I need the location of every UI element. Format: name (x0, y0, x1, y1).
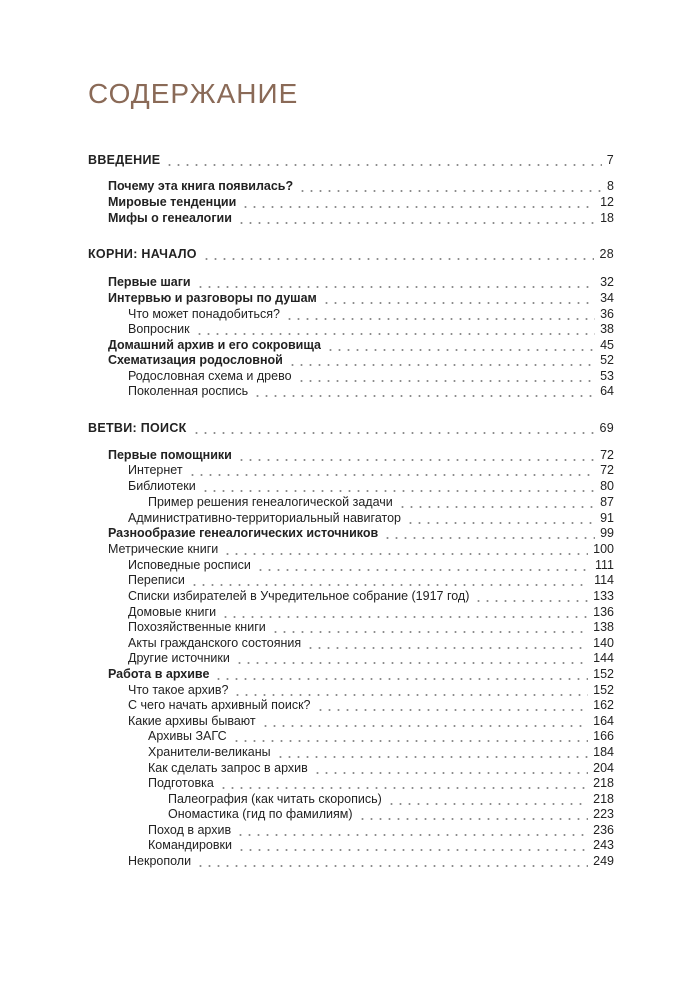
toc-entry-page: 53 (600, 369, 614, 383)
toc-entry[interactable] (128, 321, 614, 337)
toc-entry[interactable] (148, 822, 614, 838)
toc-entry[interactable] (128, 588, 614, 604)
toc-entry[interactable] (108, 210, 614, 226)
toc-entry-page: 99 (600, 526, 614, 540)
toc-entry-page: 28 (599, 247, 614, 261)
toc-entry-title: Родословная схема и древо (128, 369, 292, 383)
toc-entry-page: 36 (600, 307, 614, 321)
toc-entry-page: 218 (593, 792, 614, 806)
toc-entry-title: С чего начать архивный поиск? (128, 698, 311, 712)
toc-entry[interactable] (128, 853, 614, 869)
toc-dot-leader (313, 764, 588, 774)
toc-entry[interactable] (128, 306, 614, 322)
toc-entry-title: Интервью и разговоры по душам (108, 291, 317, 305)
toc-dot-leader (190, 576, 589, 586)
toc-entry-title: Интернет (128, 463, 183, 477)
toc-dot-leader (214, 670, 588, 680)
toc-dot-leader (236, 826, 588, 836)
toc-entry-page: 8 (607, 179, 614, 193)
toc-entry[interactable] (108, 290, 614, 306)
toc-entry-title: Первые помощники (108, 448, 232, 462)
toc-dot-leader (237, 451, 595, 461)
toc-entry[interactable] (128, 510, 614, 526)
toc-entry-title: Административно-территориальный навигатор (128, 511, 401, 525)
toc-entry-page: 249 (593, 854, 614, 868)
toc-dot-leader (297, 372, 596, 382)
toc-entry-title: Палеография (как читать скоропись) (168, 792, 382, 806)
toc-entry-title: Метрические книги (108, 542, 219, 556)
toc-entry-page: 32 (600, 275, 614, 289)
toc-entry[interactable] (108, 274, 614, 290)
toc-dot-leader (195, 325, 596, 335)
toc-dot-leader (196, 278, 595, 288)
toc-entry-page: 166 (593, 729, 614, 743)
toc-entry-page: 136 (593, 605, 614, 619)
toc-entry[interactable] (128, 619, 614, 635)
toc-entry[interactable] (128, 368, 614, 384)
toc-entry-page: 52 (600, 353, 614, 367)
toc-entry[interactable] (128, 713, 614, 729)
toc-entry-title: Списки избирателей в Учредительное собрание (1917 год) (128, 589, 470, 603)
toc-entry-title: Похозяйственные книги (128, 620, 266, 634)
toc-dot-leader (406, 514, 595, 524)
toc-entry-title: Домашний архив и его сокровища (108, 338, 321, 352)
toc-entry-page: 111 (594, 558, 614, 572)
toc-entry-page: 114 (594, 573, 614, 587)
toc-entry-title: Библиотеки (128, 479, 196, 493)
toc-dot-leader (358, 810, 589, 820)
toc-entry[interactable] (128, 697, 614, 713)
toc-entry[interactable] (108, 525, 614, 541)
toc-entry-page: 38 (600, 322, 614, 336)
toc-entry-title: Схематизация родословной (108, 353, 283, 367)
toc-entry[interactable] (148, 775, 614, 791)
toc-entry[interactable] (128, 682, 614, 698)
toc-entry-title: Какие архивы бывают (128, 714, 256, 728)
toc-dot-leader (237, 214, 595, 224)
toc-entry-title: Вопросник (128, 322, 190, 336)
toc-dot-leader (219, 779, 588, 789)
toc-entry[interactable] (148, 728, 614, 744)
toc-dot-leader (326, 341, 595, 351)
toc-entry[interactable] (108, 352, 614, 368)
toc-entry[interactable] (108, 666, 614, 682)
toc-entry[interactable] (168, 791, 614, 807)
toc-entry-page: 45 (600, 338, 614, 352)
toc-entry-title: Переписи (128, 573, 185, 587)
page-title: СОДЕРЖАНИЕ (88, 78, 299, 109)
toc-entry-title: Пример решения генеалогической задачи (148, 495, 393, 509)
toc-dot-leader (285, 310, 595, 320)
toc-entry-page: 34 (600, 291, 614, 305)
toc-dot-leader (261, 717, 589, 727)
toc-entry-page: 18 (600, 211, 614, 225)
toc-entry-title: Архивы ЗАГС (148, 729, 227, 743)
toc-entry-page: 204 (593, 761, 614, 775)
toc-entry-page: 138 (593, 620, 614, 634)
toc-dot-leader (474, 592, 588, 602)
toc-entry-page: 87 (600, 495, 614, 509)
toc-entry[interactable] (128, 572, 614, 588)
toc-dot-leader (196, 857, 588, 867)
toc-dot-leader (192, 424, 595, 434)
toc-entry[interactable] (128, 383, 614, 399)
toc-entry-page: 152 (593, 667, 614, 681)
toc-dot-leader (202, 250, 595, 260)
toc-entry-title: Как сделать запрос в архив (148, 761, 308, 775)
toc-entry-title: Что может понадобиться? (128, 307, 281, 321)
toc-entry-page: 100 (593, 542, 614, 556)
toc-entry-title: Поход в архив (148, 823, 232, 837)
toc-dot-leader (288, 356, 595, 366)
toc-dot-leader (253, 387, 595, 397)
toc-entry-title: Мифы о генеалогии (108, 211, 232, 225)
toc-entry[interactable] (128, 635, 614, 651)
toc-entry-title: Ономастика (гид по фамилиям) (168, 807, 353, 821)
toc-entry-title: Исповедные росписи (128, 558, 251, 572)
toc-entry-page: 80 (600, 479, 614, 493)
toc-dot-leader (233, 686, 588, 696)
toc-entry[interactable] (148, 837, 614, 853)
toc-entry-page: 184 (593, 745, 614, 759)
toc-dot-leader (221, 608, 588, 618)
toc-entry-page: 91 (600, 511, 614, 525)
toc-entry-page: 64 (600, 384, 614, 398)
toc-entry[interactable] (108, 194, 614, 210)
toc-entry[interactable] (148, 494, 614, 510)
toc-entry-page: 236 (593, 823, 614, 837)
toc-entry-title: КОРНИ: НАЧАЛО (88, 247, 197, 261)
toc-entry-page: 243 (593, 838, 614, 852)
toc-entry-title: Хранители-великаны (148, 745, 271, 759)
toc-entry-page: 223 (593, 807, 614, 821)
toc-dot-leader (223, 545, 588, 555)
toc-entry-title: Почему эта книга появилась? (108, 179, 294, 193)
toc-entry[interactable] (88, 152, 614, 168)
toc-entry-title: Мировые тенденции (108, 195, 237, 209)
toc-dot-leader (271, 623, 588, 633)
toc-dot-leader (298, 182, 602, 192)
toc-entry-title: Разнообразие генеалогических источников (108, 526, 379, 540)
toc-entry-title: Что такое архив? (128, 683, 229, 697)
toc-dot-leader (322, 294, 595, 304)
toc-entry-title: ВВЕДЕНИЕ (88, 153, 161, 167)
toc-entry[interactable] (128, 557, 614, 573)
toc-dot-leader (188, 466, 596, 476)
toc-dot-leader (316, 701, 589, 711)
toc-entry-page: 7 (606, 153, 614, 167)
toc-entry[interactable] (88, 246, 614, 262)
toc-entry-page: 162 (593, 698, 614, 712)
toc-entry-page: 144 (593, 651, 614, 665)
toc-entry[interactable] (88, 420, 614, 436)
toc-entry[interactable] (128, 478, 614, 494)
toc-dot-leader (256, 561, 590, 571)
toc-entry-page: 164 (593, 714, 614, 728)
toc-entry-page: 69 (599, 421, 614, 435)
toc-dot-leader (306, 639, 588, 649)
toc-dot-leader (383, 529, 595, 539)
toc-entry[interactable] (108, 447, 614, 463)
toc-entry[interactable] (108, 337, 614, 353)
toc-entry-page: 72 (600, 448, 614, 462)
toc-entry[interactable] (108, 541, 614, 557)
toc-entry-title: Акты гражданского состояния (128, 636, 302, 650)
toc-entry-title: Поколенная роспись (128, 384, 249, 398)
toc-entry-page: 152 (593, 683, 614, 697)
toc-entry-title: Первые шаги (108, 275, 191, 289)
toc-dot-leader (237, 841, 588, 851)
toc-entry-title: Другие источники (128, 651, 230, 665)
toc-dot-leader (276, 748, 589, 758)
toc-entry[interactable] (108, 178, 614, 194)
toc-entry-title: Подготовка (148, 776, 214, 790)
toc-entry-title: Некрополи (128, 854, 192, 868)
toc-entry-page: 218 (593, 776, 614, 790)
toc-entry-page: 140 (593, 636, 614, 650)
toc-dot-leader (387, 795, 588, 805)
toc-dot-leader (241, 198, 595, 208)
toc-entry-title: Командировки (148, 838, 232, 852)
toc-entry[interactable] (148, 744, 614, 760)
toc-entry[interactable] (128, 462, 614, 478)
toc-dot-leader (201, 482, 595, 492)
toc-entry[interactable] (128, 604, 614, 620)
toc-entry-page: 72 (600, 463, 614, 477)
toc-entry[interactable] (148, 760, 614, 776)
toc-entry-title: ВЕТВИ: ПОИСК (88, 421, 187, 435)
toc-entry-page: 12 (600, 195, 614, 209)
toc-dot-leader (232, 732, 589, 742)
toc-entry-page: 133 (593, 589, 614, 603)
toc-entry-title: Работа в архиве (108, 667, 210, 681)
toc-entry[interactable] (168, 806, 614, 822)
toc-dot-leader (398, 498, 595, 508)
toc-dot-leader (165, 156, 601, 166)
toc-entry-title: Домовые книги (128, 605, 217, 619)
toc-dot-leader (235, 654, 588, 664)
toc-entry[interactable] (128, 650, 614, 666)
